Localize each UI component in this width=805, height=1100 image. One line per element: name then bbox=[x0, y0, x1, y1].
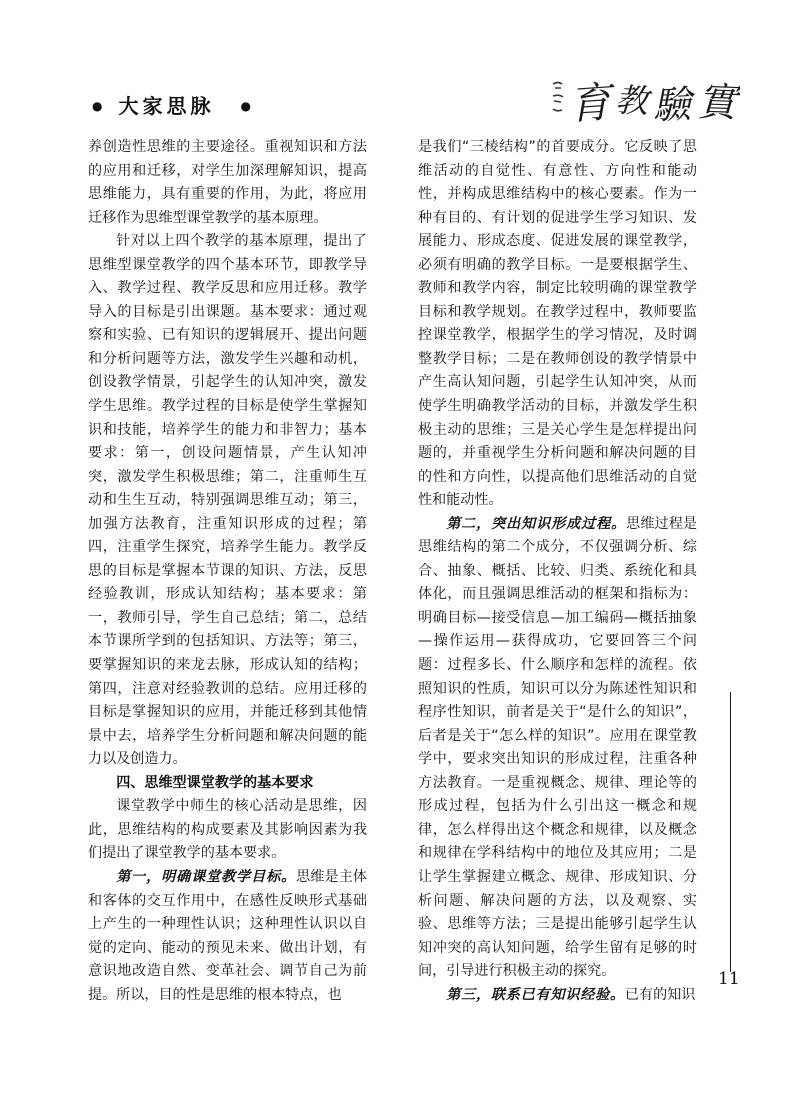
point-1-text: 思维是主体和客体的交互作用中，在感性反映形式基础上产生的一种理性认识；这种理性认识以自觉的定向、能动的预见未来、做出计划，有意识地改造自然、变革社会、调节自己为前提。所以，目的性是思维的根本特点，也 bbox=[88, 868, 367, 1003]
right-column bbox=[418, 136, 697, 1018]
logo-char-1: 育 bbox=[567, 77, 613, 130]
point-2-text: 思维过程是思维结构的第二个成分，不仅强调分析、综合、抽象、概括、比较、归类、系统化和具体化，而且强调思维活动的框架和指标为：明确目标—接受信息—加工编码—概括抽象—操作运用—获得成功，它要回答三个问题：过程多长、什么顺序和怎样的流程。依照知识的性质，知识可以分为陈述性知识和程序性知识，前者是关于“是什么的知识”，后者是关于“怎么样的知识”。应用在课堂教学中，要求突出知识的形成过程，注重各种方法教育。一是重视概念、规律、理论等的形成过程，包括为什么引出这一概念和规律，怎么样得出这个概念和规律，以及概念和规律在学科结构中的地位及其应用；二是让学生掌握建立概念、规律、形成知识、分析问题、解决问题的方法，以及观察、实验、思维等方法；三是提出能够引起学生认知冲突的高认知问题，给学生留有足够的时间，引导进行积极主动的探究。 bbox=[418, 515, 697, 980]
logo-seal-marks bbox=[553, 83, 563, 111]
paragraph-point-1 bbox=[88, 866, 367, 1007]
logo-char-4: 實 bbox=[696, 79, 738, 127]
margin-rule bbox=[730, 692, 731, 972]
paragraph-continuation: 养创造性思维的主要途径。重视知识和方法的应用和迁移，对学生加深理解知识，提高思维能力，具有重要的作用，为此，将应用迁移作为思维型课堂教学的基本原理。 bbox=[88, 139, 367, 226]
logo-char-2: 教 bbox=[614, 80, 650, 121]
column-header-label: 大家思脉 bbox=[118, 94, 215, 118]
point-2-lead: 第二，突出知识形成过程。 bbox=[446, 515, 627, 532]
paragraph-core-activity: 课堂教学中师生的核心活动是思维，因此，思维结构的构成要素及其影响因素为我们提出了课堂教学的基本要求。 bbox=[88, 798, 367, 862]
logo-char-3: 驗 bbox=[651, 81, 693, 128]
journal-calligraphy-logo bbox=[545, 68, 740, 140]
page-number: 11 bbox=[718, 969, 740, 989]
point-3-text: 已有的知识 bbox=[624, 986, 696, 1003]
point-3-lead: 第三，联系已有知识经验。 bbox=[446, 986, 625, 1003]
header-bullet-icon: ● bbox=[240, 98, 251, 113]
paragraph-continuation: 是我们“三棱结构”的首要成分。它反映了思维活动的自觉性、有意性、方向性和能动性，并构成思维结构中的核心要素。作为一种有目的、有计划的促进学生学习知识、发展能力、形成态度、促进发展的课堂教学，必须有明确的教学目标。一是要根据学生、教师和教学内容，制定比较明确的课堂教学目标和教学规划。在教学过程中，教师要监控课堂教学，根据学生的学习情况，及时调整教学目标；二是在教师创设的教学情景中产生高认知问题，引起学生认知冲突，从而使学生明确教学活动的目标，并激发学生积极主动的思维；三是关心学生是怎样提出问题的，并重视学生分析问题和解决问题的目的性和方向性，以提高他们思维活动的自觉性和能动性。 bbox=[418, 139, 697, 509]
point-1-lead: 第一，明确课堂教学目标。 bbox=[116, 868, 297, 885]
paragraph-point-2 bbox=[418, 513, 697, 984]
header-bullet-icon: ● bbox=[92, 98, 103, 113]
section-heading: 四、思维型课堂教学的基本要求 bbox=[116, 774, 314, 791]
paragraph-four-links: 针对以上四个教学的基本原理，提出了思维型课堂教学的四个基本环节，即教学导入、教学过程、教学反思和应用迁移。教学导入的目标是引出课题。基本要求：通过观察和实验、已有知识的逻辑展开、提出问题和分析问题等方法，激发学生兴趣和动机，创设教学情景，引起学生的认知冲突，激发学生思维。教学过程的目标是使学生掌握知识和技能，培养学生的能力和非智力；基本要求：第一，创设问题情景，产生认知冲突，激发学生积极思维；第二，注重师生互动和生生互动，特别强调思维互动；第三，加强方法教育，注重知识形成的过程；第四，注重学生探究，培养学生能力。教学反思的目标是掌握本节课的知识、方法，反思经验教训，形成认知结构；基本要求：第一，教师引导，学生自己总结；第二，总结本节课所学到的包括知识、方法等；第三，要掌握知识的来龙去脉，形成认知的结构；第四，注意对经验教训的总结。应用迁移的目标是掌握知识的应用，并能迁移到其他情景中去，培养学生分析问题和解决问题的能力以及创造力。 bbox=[88, 233, 367, 768]
left-column bbox=[88, 136, 367, 1018]
column-header bbox=[92, 90, 251, 119]
calligraphy-logo-svg bbox=[545, 68, 740, 140]
paragraph-point-3 bbox=[418, 984, 697, 1008]
